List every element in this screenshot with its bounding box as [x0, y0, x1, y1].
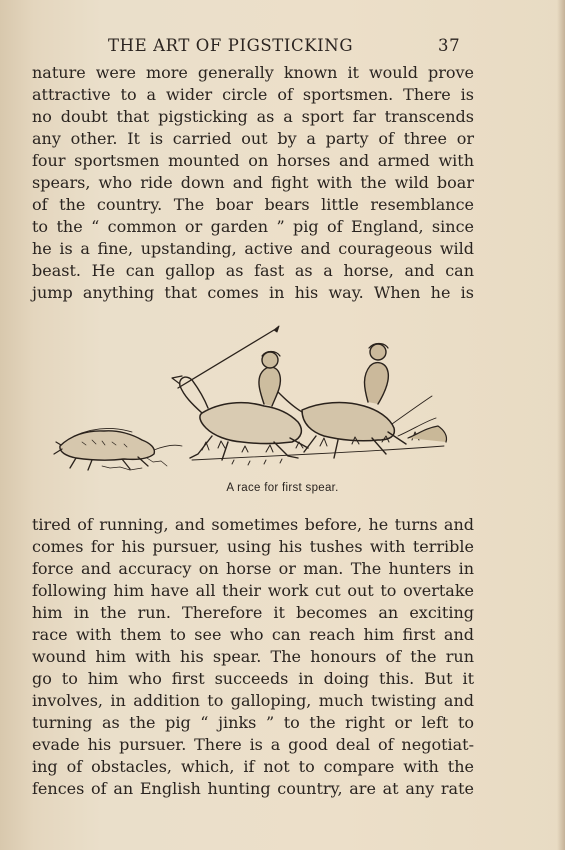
text-line: spears, who ride down and fight with the wild boar	[32, 173, 474, 192]
text-line: beast. He can gallop as fast as a horse, and can	[32, 261, 474, 280]
text-line: any other. It is carried out by a party of three or	[32, 129, 474, 148]
text-line: fences of an English hunting country, are at any rate	[32, 779, 474, 798]
text-line: he is a fine, upstanding, active and courageous wild	[32, 239, 474, 258]
text-line: to the “ common or garden ” pig of England, since	[32, 217, 474, 236]
text-line: of the country. The boar bears little resemblance	[32, 195, 474, 214]
text-line: following him have all their work cut out to overtake	[32, 581, 474, 600]
text-line: nature were more generally known it would prove	[32, 63, 474, 82]
text-line: him in the run. Therefore it becomes an exciting	[32, 603, 474, 622]
pigsticking-illustration	[52, 318, 452, 476]
text-line: involves, in addition to galloping, much twisting and	[32, 691, 474, 710]
text-line: attractive to a wider circle of sportsmen. There is	[32, 85, 474, 104]
text-line: ing of obstacles, which, if not to compare with the	[32, 757, 474, 776]
text-line: evade his pursuer. There is a good deal of negotiat-	[32, 735, 474, 754]
text-line: race with them to see who can reach him first and	[32, 625, 474, 644]
text-line: go to him who first succeeds in doing this. But it	[32, 669, 474, 688]
text-line: tired of running, and sometimes before, he turns and	[32, 515, 474, 534]
text-line: turning as the pig “ jinks ” to the right or left to	[32, 713, 474, 732]
running-head: THE ART OF PIGSTICKING	[108, 36, 354, 55]
page-number: 37	[438, 36, 461, 55]
text-line: four sportsmen mounted on horses and armed with	[32, 151, 474, 170]
text-line: jump anything that comes in his way. When he is	[32, 283, 474, 302]
illustration-caption: A race for first spear.	[226, 482, 339, 494]
text-line: comes for his pursuer, using his tushes with terrible	[32, 537, 474, 556]
first-horse-and-rider	[172, 326, 308, 460]
text-line: no doubt that pigsticking as a sport far transcends	[32, 107, 474, 126]
page-header	[0, 36, 565, 58]
text-line: force and accuracy on horse or man. The hunters in	[32, 559, 474, 578]
boar-drawing	[54, 429, 182, 470]
text-line: wound him with his spear. The honours of the run	[32, 647, 474, 666]
